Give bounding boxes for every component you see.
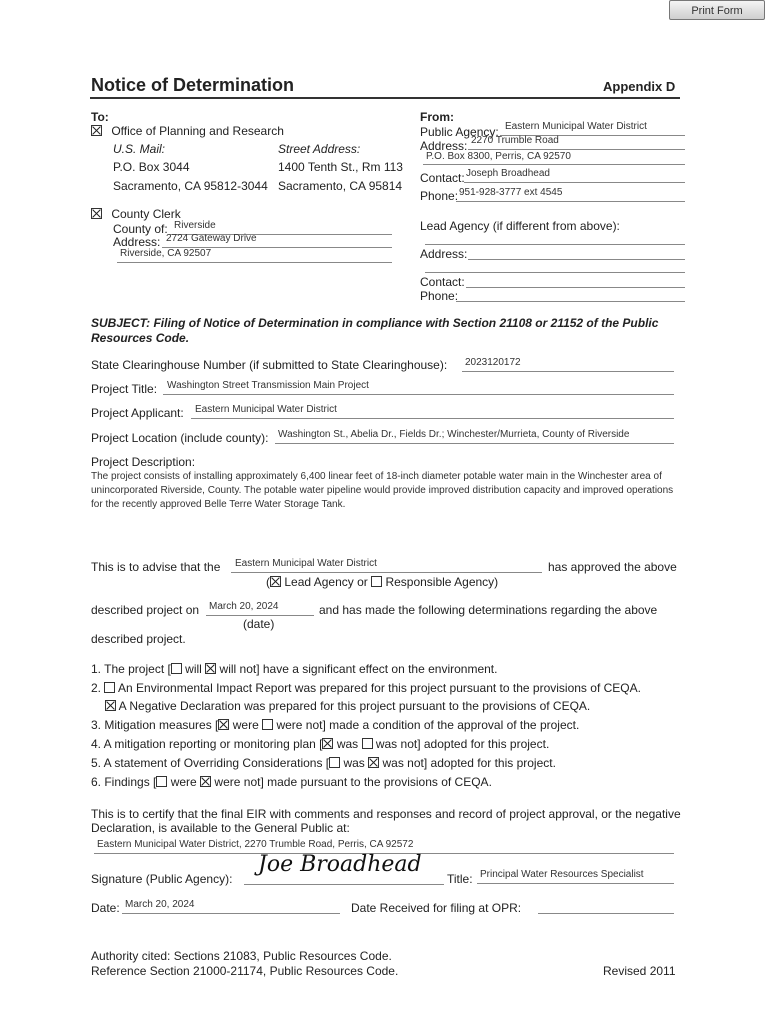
determination-3: 3. Mitigation measures [ were were not] made a condition of the approval of the project.: [91, 718, 580, 732]
agency-type-row: ( Lead Agency or Responsible Agency): [266, 575, 499, 589]
reference-section: Reference Section 21000-21174, Public Resources Code.: [91, 964, 399, 978]
county-of-label: County of:: [113, 222, 168, 236]
monitoring-was-not-checkbox[interactable]: [362, 738, 373, 749]
subject: SUBJECT: Filing of Notice of Determination in compliance with Section 21108 or 21152 of the Public Resources Code.: [91, 316, 659, 345]
clerk-address-label: Address:: [113, 235, 161, 249]
sch-label: State Clearinghouse Number (if submitted to State Clearinghouse):: [91, 358, 448, 372]
certify-text: This is to certify that the final EIR with comments and responses and record of project approval, or the negative Declaration, is available to the General Public at:: [91, 807, 681, 835]
findings-were-not-checkbox[interactable]: [200, 776, 211, 787]
signature-field[interactable]: Joe Broadhead: [258, 852, 422, 877]
described-suffix: and has made the following determinations regarding the above: [319, 603, 658, 617]
lead-address-label: Address:: [420, 247, 468, 261]
county-clerk-label: County Clerk: [111, 207, 181, 221]
street-city: Sacramento, CA 95814: [278, 179, 403, 193]
date-label: Date:: [91, 901, 120, 915]
monitoring-was-checkbox[interactable]: [322, 738, 333, 749]
advise-suffix: has approved the above: [548, 560, 677, 574]
project-title-field[interactable]: Washington Street Transmission Main Project: [167, 380, 369, 391]
from-address-label: Address:: [420, 139, 468, 153]
overriding-was-not-checkbox[interactable]: [368, 757, 379, 768]
clerk-address1-field[interactable]: 2724 Gateway Drive: [166, 233, 257, 244]
approval-date-field[interactable]: March 20, 2024: [209, 601, 279, 612]
mail-city: Sacramento, CA 95812-3044: [113, 179, 268, 193]
county-of-field[interactable]: Riverside: [174, 220, 216, 231]
lead-agency-checkbox[interactable]: [270, 576, 281, 587]
description-field[interactable]: The project consists of installing approximately 6,400 linear feet of 18-inch diameter potable water main in the Winchester area of unincorporated Riverside, County. The potable water pipeline would provide improved distribution capacity and improved operations for the recently approved Belle Terre Water Storage Tank.: [91, 471, 674, 510]
revised-label: Revised 2011: [603, 964, 676, 978]
significant-will-checkbox[interactable]: [171, 663, 182, 674]
responsible-agency-option: Responsible Agency): [385, 575, 499, 589]
significant-will-not-checkbox[interactable]: [205, 663, 216, 674]
contact-field[interactable]: Joseph Broadhead: [466, 168, 550, 179]
sch-field[interactable]: 2023120172: [465, 357, 521, 368]
authority-cited: Authority cited: Sections 21083, Public Resources Code.: [91, 949, 392, 963]
described-prefix: described project on: [91, 603, 200, 617]
determination-4: 4. A mitigation reporting or monitoring plan [ was was not] adopted for this project.: [91, 737, 550, 751]
determination-5: 5. A statement of Overriding Considerations [ was was not] adopted for this project.: [91, 756, 556, 770]
responsible-agency-checkbox[interactable]: [371, 576, 382, 587]
applicant-label: Project Applicant:: [91, 406, 184, 420]
contact-label: Contact:: [420, 171, 465, 185]
mitigation-were-not-checkbox[interactable]: [262, 719, 273, 730]
determination-6: 6. Findings [ were were not] made pursuant to the provisions of CEQA.: [91, 775, 492, 789]
from-label: From:: [420, 110, 454, 124]
description-label: Project Description:: [91, 455, 196, 469]
public-agency-field[interactable]: Eastern Municipal Water District: [505, 121, 647, 132]
received-label: Date Received for filing at OPR:: [351, 901, 522, 915]
signer-title-field[interactable]: Principal Water Resources Specialist: [480, 869, 644, 880]
county-clerk-row: [91, 207, 181, 221]
to-label: To:: [91, 110, 109, 124]
date-field[interactable]: March 20, 2024: [125, 899, 195, 910]
title-label: Title:: [447, 872, 473, 886]
signature-label: Signature (Public Agency):: [91, 872, 233, 886]
overriding-was-checkbox[interactable]: [329, 757, 340, 768]
date-hint: (date): [243, 617, 275, 631]
po-box: P.O. Box 3044: [113, 160, 190, 174]
eir-checkbox[interactable]: [104, 682, 115, 693]
applicant-field[interactable]: Eastern Municipal Water District: [195, 404, 337, 415]
determination-2-negdec: A Negative Declaration was prepared for this project pursuant to the provisions of CEQA.: [105, 699, 590, 713]
opr-label: Office of Planning and Research: [111, 124, 284, 138]
opr-checkbox-row: [91, 124, 284, 138]
page-title: Notice of Determination: [91, 75, 295, 95]
clerk-address2-field[interactable]: Riverside, CA 92507: [120, 248, 212, 259]
street-address: 1400 Tenth St., Rm 113: [278, 160, 403, 174]
lead-agency-option: Lead Agency or: [284, 575, 368, 589]
public-agency-label: Public Agency:: [420, 125, 499, 139]
advise-prefix: This is to advise that the: [91, 560, 221, 574]
findings-were-checkbox[interactable]: [156, 776, 167, 787]
project-title-label: Project Title:: [91, 382, 158, 396]
lead-agency-label: Lead Agency (if different from above):: [420, 219, 620, 233]
certify-location-field[interactable]: Eastern Municipal Water District, 2270 Trumble Road, Perris, CA 92572: [97, 839, 414, 850]
county-clerk-checkbox[interactable]: [91, 208, 102, 219]
from-address1-field[interactable]: 2270 Trumble Road: [471, 135, 559, 146]
phone-label: Phone:: [420, 189, 459, 203]
print-form-button[interactable]: Print Form: [669, 0, 765, 20]
phone-field[interactable]: 951-928-3777 ext 4545: [459, 187, 563, 198]
us-mail-label: U.S. Mail:: [113, 142, 166, 156]
lead-contact-label: Contact:: [420, 275, 465, 289]
negative-declaration-checkbox[interactable]: [105, 700, 116, 711]
advise-agency-field[interactable]: Eastern Municipal Water District: [235, 558, 377, 569]
location-label: Project Location (include county):: [91, 431, 269, 445]
location-field[interactable]: Washington St., Abelia Dr., Fields Dr.; Winchester/Murrieta, County of Riverside: [278, 429, 630, 440]
opr-checkbox[interactable]: [91, 125, 102, 136]
mitigation-were-checkbox[interactable]: [218, 719, 229, 730]
lead-phone-label: Phone:: [420, 289, 459, 303]
from-address2-field[interactable]: P.O. Box 8300, Perris, CA 92570: [426, 151, 571, 162]
determination-1: 1. The project [ will will not] have a significant effect on the environment.: [91, 662, 498, 676]
determination-2: 2. An Environmental Impact Report was prepared for this project pursuant to the provisions of CEQA.: [91, 681, 641, 695]
appendix-label: Appendix D: [603, 79, 676, 94]
street-address-label: Street Address:: [278, 142, 361, 156]
described-project: described project.: [91, 632, 186, 646]
